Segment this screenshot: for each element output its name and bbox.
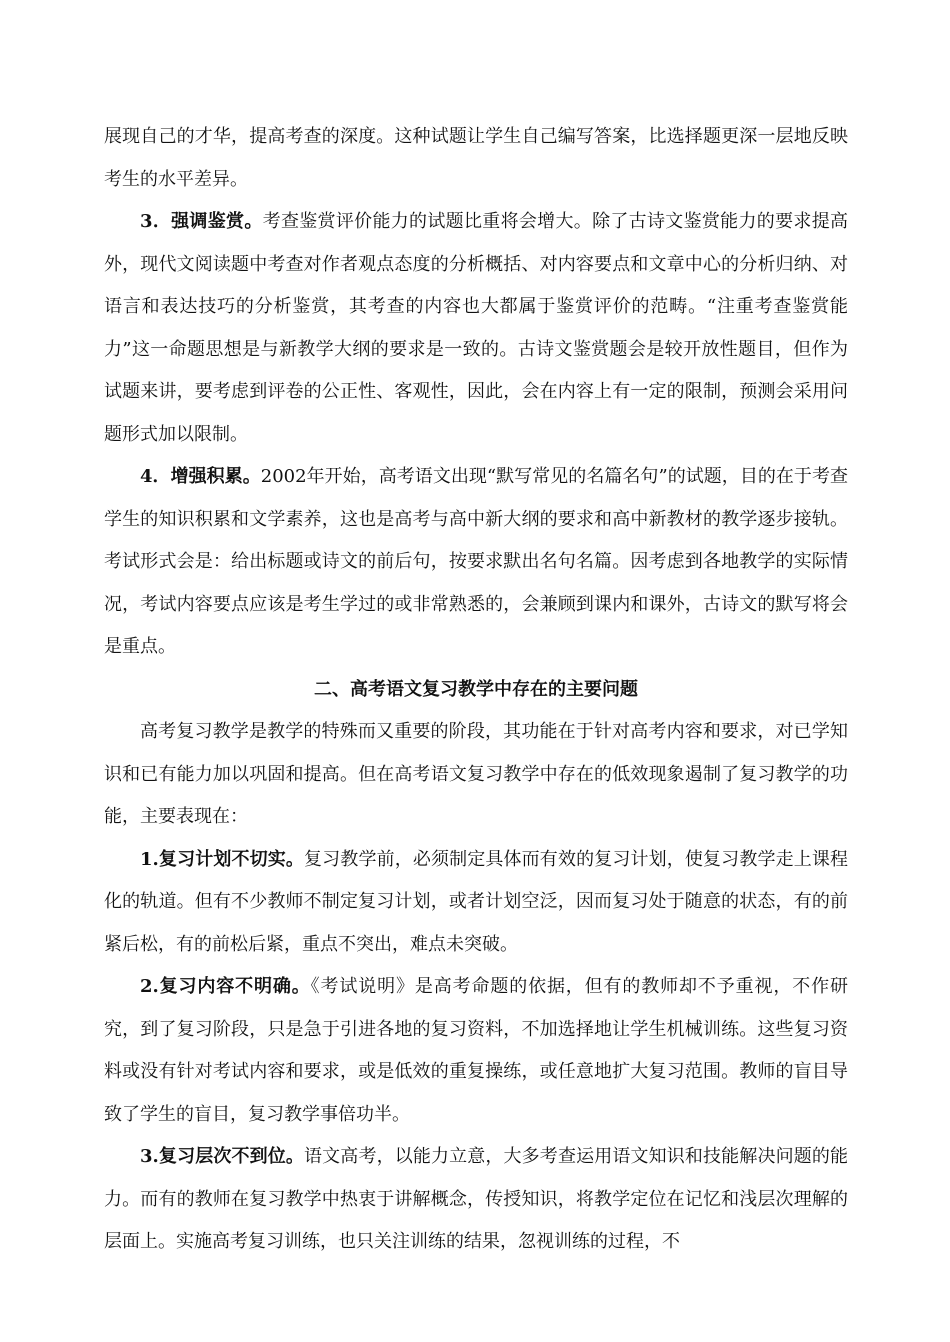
paragraph-level xyxy=(104,1136,848,1264)
paragraph-plan xyxy=(104,839,848,967)
paragraph-text: 高考复习教学是教学的特殊而又重要的阶段，其功能在于针对高考内容和要求，对已学知识和已有能力加以巩固和提高。但在高考语文复习教学中存在的低效现象遏制了复习教学的功能，主要表现在： xyxy=(104,721,848,827)
paragraph-text: 展现自己的才华，提高考查的深度。这种试题让学生自己编写答案，比选择题更深一层地反映考生的水平差异。 xyxy=(104,126,848,190)
section-heading: 二、高考语文复习教学中存在的主要问题 xyxy=(314,678,638,700)
paragraph-lead: 1.复习计划不切实。 xyxy=(140,848,305,870)
paragraph-lead: 4．增强积累。 xyxy=(140,466,261,487)
paragraph-content xyxy=(104,966,848,1136)
document-body xyxy=(104,116,848,1264)
paragraph-intro xyxy=(104,711,848,839)
paragraph-lead: 3.复习层次不到位。 xyxy=(140,1146,305,1167)
paragraph-text: 复习教学前，必须制定具体而有效的复习计划，使复习教学走上课程化的轨道。但有不少教师不制定复习计划，或者计划空泛，因而复习处于随意的状态，有的前紧后松，有的前松后紧，重点不突出，难点未突破。 xyxy=(104,848,848,955)
paragraph-text: 2002年开始，高考语文出现“默写常见的名篇名句”的试题，目的在于考查学生的知识积累和文学素养，这也是高考与高中新大纲的要求和高中新教材的教学逐步接轨。考试形式会是：给出标题或诗文的前后句，按要求默出名句名篇。因考虑到各地教学的实际情况，考试内容要点应该是考生学过的或非常熟悉的，会兼顾到课内和课外，古诗文的默写将会是重点。 xyxy=(104,466,848,657)
paragraph-text: 语文高考，以能力立意，大多考查运用语文知识和技能解决问题的能力。而有的教师在复习教学中热衷于讲解概念，传授知识，将教学定位在记忆和浅层次理解的层面上。实施高考复习训练，也只关注训练的结果，忽视训练的过程，不 xyxy=(104,1146,848,1252)
paragraph-lead: 3．强调鉴赏。 xyxy=(140,211,263,232)
paragraph-appreciation xyxy=(104,201,848,456)
paragraph-text: 《考试说明》是高考命题的依据，但有的教师却不予重视，不作研究，到了复习阶段，只是急于引进各地的复习资料，不加选择地让学生机械训练。这些复习资料或没有针对考试内容和要求，或是低效的重复操练，或任意地扩大复习范围。教师的盲目导致了学生的盲目，复习教学事倍功半。 xyxy=(104,976,848,1125)
paragraph-accumulation xyxy=(104,456,848,669)
paragraph-continuation xyxy=(104,116,848,201)
paragraph-text: 考查鉴赏评价能力的试题比重将会增大。除了古诗文鉴赏能力的要求提高外，现代文阅读题中考查对作者观点态度的分析概括、对内容要点和文章中心的分析归纳、对语言和表达技巧的分析鉴赏，其考查的内容也大都属于鉴赏评价的范畴。“注重考查鉴赏能力”这一命题思想是与新教学大纲的要求是一致的。古诗文鉴赏题会是较开放性题目，但作为试题来讲，要考虑到评卷的公正性、客观性，因此，会在内容上有一定的限制，预测会采用问题形式加以限制。 xyxy=(104,211,848,445)
paragraph-lead: 2.复习内容不明确。 xyxy=(140,976,311,997)
